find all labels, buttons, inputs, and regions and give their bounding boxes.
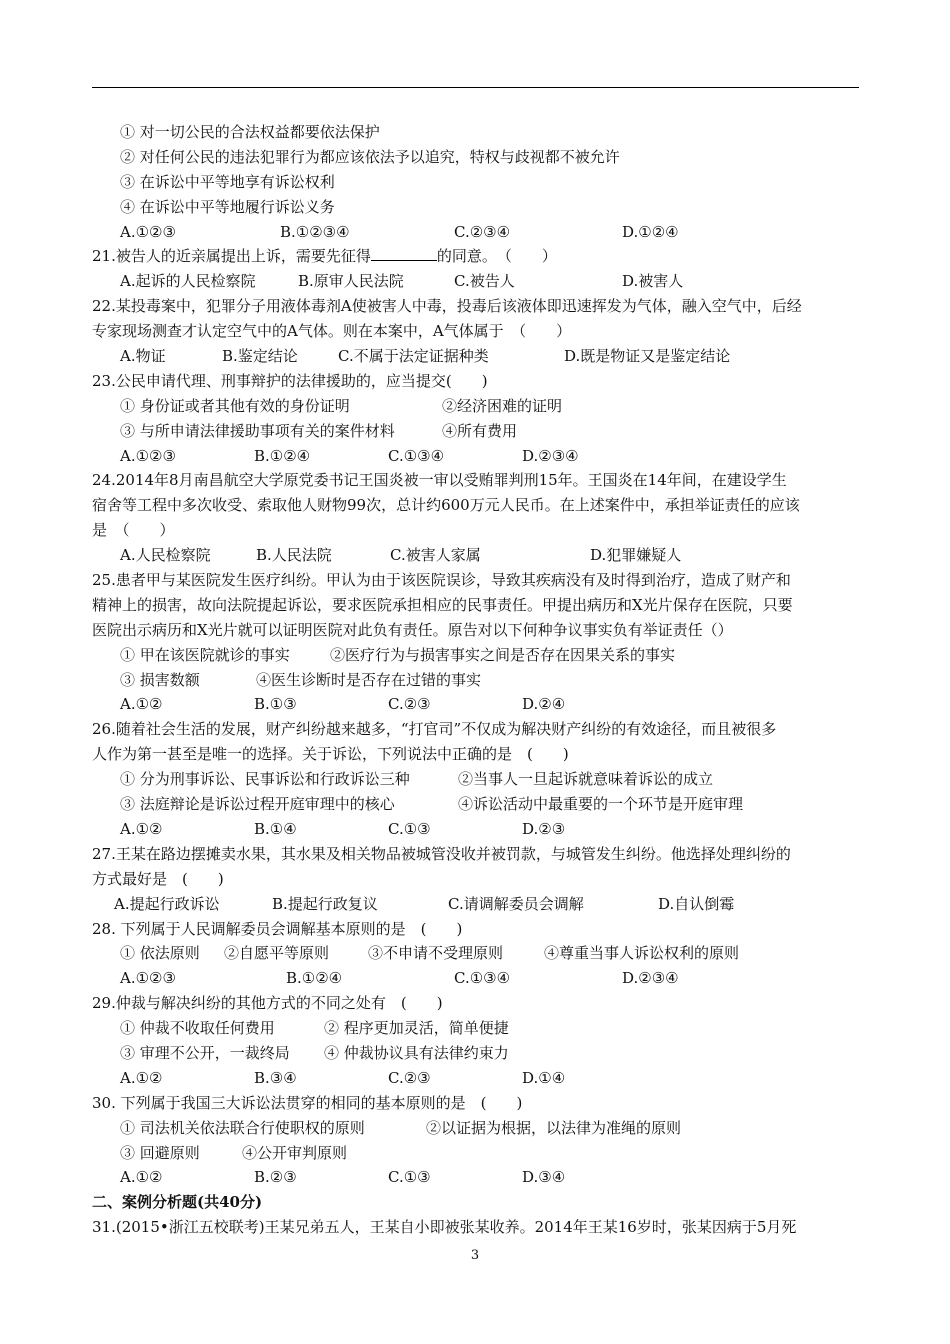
items-row [92,941,862,966]
option-a: A.①②③ [120,969,176,988]
option-d: D.②③ [522,819,566,838]
option-c: C.①③④ [454,969,511,988]
item-line: ② 对任何公民的违法犯罪行为都应该依法予以追究，特权与歧视都不被允许 [120,147,620,166]
item: ④所有费用 [442,421,518,440]
question-stem: 是 （ ） [92,521,175,540]
option-a: A.①② [120,819,163,838]
items-row [92,419,862,444]
items-row [92,1016,862,1041]
item: ②医疗行为与损害事实之间是否存在因果关系的事实 [330,645,676,664]
item: ① 甲在该医院就诊的事实 [120,645,290,664]
option-b: B.②③ [254,1168,297,1187]
item: ① 司法机关依法联合行使职权的原则 [120,1118,365,1137]
items-row [92,394,862,419]
question-stem: 精神上的损害，故向法院提起诉讼，要求医院承担相应的民事责任。甲提出病历和X光片保存在医院，只要 [92,595,793,614]
question-stem: 24.2014年8月南昌航空大学原党委书记王国炎被一审以受贿罪判刑15年。王国炎在14年间，在建设学生 [92,471,787,490]
option-a: A.物证 [120,347,166,366]
option-b: B.提起行政复议 [272,894,378,913]
items-row [92,1041,862,1066]
option-d: D.犯罪嫌疑人 [590,546,682,565]
item: ③ 审理不公开，一裁终局 [120,1043,290,1062]
question-content [92,120,862,1240]
option-b: B.①②④ [254,446,311,465]
option-c: C.②③④ [454,222,511,241]
item: ④ 仲裁协议具有法律约束力 [324,1043,509,1062]
question-stem: 医院出示病历和X光片就可以证明医院对此负有责任。原告对以下何种争议事实负有举证责任（） [92,620,733,639]
options-row [92,1165,862,1190]
option-a: A.①② [120,1168,163,1187]
option-c: C.②③ [388,695,431,714]
question-stem: 22.某投毒案中，犯罪分子用液体毒剂A使被害人中毒，投毒后该液体即迅速挥发为气体，融入空气中，后经 [92,297,802,316]
item: ③不申请不受理原则 [368,944,504,963]
item: ② 程序更加灵活，简单便捷 [324,1019,509,1038]
stem-part: 的同意。 （ ） [436,247,557,266]
question-stem: 25.患者甲与某医院发生医疗纠纷。甲认为由于该医院误诊，导致其疾病没有及时得到治疗，造成了财产和 [92,571,791,590]
option-c: C.请调解委员会调解 [448,894,584,913]
option-a: A.提起行政诉讼 [114,894,220,913]
option-c: C.①③ [388,1168,431,1187]
item: ②当事人一旦起诉就意味着诉讼的成立 [458,770,714,789]
items-row [92,668,862,693]
item-line: ① 对一切公民的合法权益都要依法保护 [120,123,380,141]
option-c: C.被告人 [454,272,515,291]
option-a: A.起诉的人民检察院 [120,272,256,291]
question-stem: 宿舍等工程中多次收受、索取他人财物99次，总计约600万元人民币。在上述案件中，承担举证责任的应该 [92,496,800,515]
fill-blank [371,246,437,261]
option-c: C.不属于法定证据种类 [338,347,489,366]
item: ③ 损害数额 [120,670,200,689]
options-row [92,543,862,568]
options-row [92,817,862,842]
question-stem: 人作为第一甚至是唯一的选择。关于诉讼，下列说法中正确的是 ( ) [92,745,569,764]
option-a: A.①② [120,1068,163,1087]
options-row [92,444,862,469]
item: ① 依法原则 [120,944,200,963]
option-d: D.①②④ [622,222,679,241]
item: ②以证据为根据，以法律为准绳的原则 [426,1118,682,1137]
item: ②经济困难的证明 [442,396,563,415]
stem-part: 21.被告人的近亲属提出上诉，需要先征得 [92,247,371,266]
option-a: A.①② [120,695,163,714]
option-d: D.②③④ [622,969,679,988]
items-row [92,643,862,668]
option-d: D.②④ [522,695,566,714]
option-b: B.人民法院 [256,546,332,565]
items-row [92,1116,862,1141]
item: ④公开审判原则 [242,1143,348,1162]
option-c: C.①③④ [388,446,445,465]
option-a: A.人民检察院 [120,546,211,565]
question-stem: 31.(2015•浙江五校联考)王某兄弟五人，王某自小即被张某收养。2014年王某16岁时，张某因病于5月死 [92,1218,797,1237]
option-a: A.①②③ [120,222,176,241]
option-d: D.②③④ [522,446,579,465]
header-rule [92,87,859,88]
item: ① 仲裁不收取任何费用 [120,1019,275,1038]
option-c: C.被害人家属 [390,546,481,565]
option-d: D.自认倒霉 [658,894,735,913]
items-row [92,1141,862,1166]
options-row [92,966,862,991]
item-line: ④ 在诉讼中平等地履行诉讼义务 [120,197,335,216]
options-row [92,692,862,717]
question-stem: 26.随着社会生活的发展，财产纠纷越来越多，“打官司”不仅成为解决财产纠纷的有效途径，而且被很多 [92,720,777,739]
item: ④尊重当事人诉讼权利的原则 [544,944,740,963]
option-b: B.③④ [254,1068,297,1087]
question-stem: 27.王某在路边摆摊卖水果，其水果及相关物品被城管没收并被罚款，与城管发生纠纷。他选择处理纠纷的 [92,844,791,863]
item: ③ 与所申请法律援助事项有关的案件材料 [120,421,395,440]
question-stem: 30. 下列属于我国三大诉讼法贯穿的相同的基本原则的是 ( ) [92,1093,523,1112]
options-row [92,220,862,245]
options-row [92,892,862,917]
question-stem: 专家现场测查才认定空气中的A气体。则在本案中，A气体属于 （ ） [92,322,572,341]
option-a: A.①②③ [120,446,176,465]
question-stem: 29.仲裁与解决纠纷的其他方式的不同之处有 ( ) [92,994,443,1013]
item: ③ 回避原则 [120,1143,200,1162]
items-row [92,792,862,817]
page-number: 3 [470,1248,480,1263]
option-c: C.②③ [388,1068,431,1087]
question-stem: 28. 下列属于人民调解委员会调解基本原则的是 ( ) [92,919,463,938]
options-row [92,344,862,369]
item-line: ③ 在诉讼中平等地享有诉讼权利 [120,172,335,191]
option-d: D.被害人 [622,272,684,291]
section-heading: 二、案例分析题(共40分) [92,1193,263,1212]
option-d: D.①④ [522,1068,566,1087]
question-stem: 方式最好是 ( ) [92,869,224,888]
option-b: B.①③ [254,695,297,714]
item: ① 分为刑事诉讼、民事诉讼和行政诉讼三种 [120,770,410,789]
item: ②自愿平等原则 [224,944,330,963]
option-d: D.③④ [522,1168,566,1187]
items-row [92,767,862,792]
options-row [92,1066,862,1091]
option-b: B.鉴定结论 [222,347,298,366]
question-stem: 23.公民申请代理、刑事辩护的法律援助的，应当提交( ) [92,371,488,390]
item: ③ 法庭辩论是诉讼过程开庭审理中的核心 [120,795,395,814]
option-c: C.①③ [388,819,431,838]
item: ① 身份证或者其他有效的身份证明 [120,396,350,415]
options-row [92,269,862,294]
item: ④诉讼活动中最重要的一个环节是开庭审理 [458,795,744,814]
option-b: B.①④ [254,819,297,838]
item: ④医生诊断时是否存在过错的事实 [256,670,482,689]
option-b: B.原审人民法院 [298,272,404,291]
question-stem [92,244,862,269]
option-b: B.①②④ [286,969,343,988]
option-b: B.①②③④ [280,222,350,241]
option-d: D.既是物证又是鉴定结论 [564,347,731,366]
